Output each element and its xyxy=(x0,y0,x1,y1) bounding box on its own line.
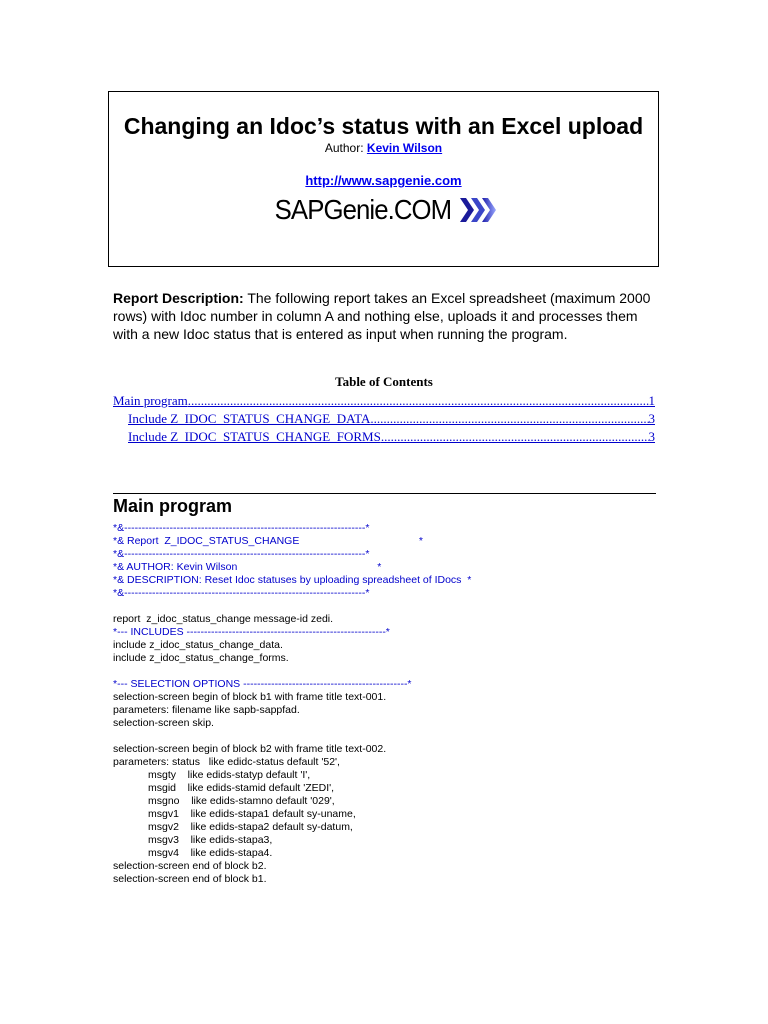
code-line xyxy=(113,730,673,743)
table-of-contents xyxy=(113,393,655,447)
code-line: msgv2 like edids-stapa2 default sy-datum, xyxy=(113,821,353,833)
code-line: *&---------------------------------------------------------------------* xyxy=(113,522,370,534)
toc-entry-forms-include[interactable] xyxy=(113,429,655,447)
code-line xyxy=(113,600,673,613)
toc-entry-data-include[interactable] xyxy=(113,411,655,429)
logo-text: SAPGenie.COM xyxy=(274,194,451,225)
toc-entry-label: Include Z_IDOC_STATUS_CHANGE_FORMS xyxy=(128,429,381,444)
code-line: include z_idoc_status_change_forms. xyxy=(113,652,289,664)
code-line: *--- SELECTION OPTIONS -----------------------------------------------* xyxy=(113,678,412,690)
code-line: selection-screen end of block b2. xyxy=(113,860,267,872)
code-line: report z_idoc_status_change message-id zedi. xyxy=(113,613,334,625)
toc-entry-label: Main program xyxy=(113,393,188,408)
code-line: *& AUTHOR: Kevin Wilson * xyxy=(113,561,382,573)
code-line: msgno like edids-stamno default '029', xyxy=(113,795,335,807)
code-listing xyxy=(113,522,673,899)
document-title: Changing an Idoc’s status with an Excel upload xyxy=(123,113,644,139)
code-line: *& DESCRIPTION: Reset Idoc statuses by uploading spreadsheet of IDocs * xyxy=(113,574,472,586)
code-line: msgv1 like edids-stapa1 default sy-uname, xyxy=(113,808,356,820)
code-line: *&---------------------------------------------------------------------* xyxy=(113,548,370,560)
code-line: selection-screen begin of block b2 with frame title text-002. xyxy=(113,743,387,755)
toc-leader xyxy=(370,411,648,427)
report-description xyxy=(113,289,658,343)
toc-title: Table of Contents xyxy=(335,374,433,389)
code-line: msgty like edids-statyp default 'I', xyxy=(113,769,311,781)
author-link[interactable]: Kevin Wilson xyxy=(366,141,443,155)
code-line: selection-screen skip. xyxy=(113,717,214,729)
report-description-text: The following report takes an Excel spreadsheet (maximum 2000 rows) with Idoc number in column A and nothing else, uploads it and processes them with a new Idoc status that is entered as input when running the program. xyxy=(113,290,651,342)
report-description-label: Report Description: xyxy=(113,290,244,306)
sapgenie-logo xyxy=(109,193,658,227)
author-line xyxy=(109,141,658,155)
code-line: msgid like edids-stamid default 'ZEDI', xyxy=(113,782,335,794)
section-divider xyxy=(113,493,656,494)
code-line: msgv4 like edids-stapa4. xyxy=(113,847,273,859)
logo-chevrons-icon xyxy=(458,195,500,225)
section-heading: Main program xyxy=(113,496,233,516)
toc-entry-main-program[interactable] xyxy=(113,393,655,411)
author-label: Author: xyxy=(324,141,364,155)
code-line: *--- INCLUDES ---------------------------------------------------------* xyxy=(113,626,390,638)
code-line: parameters: status like edidc-status default '52', xyxy=(113,756,340,768)
code-line: selection-screen begin of block b1 with frame title text-001. xyxy=(113,691,387,703)
code-line: msgv3 like edids-stapa3, xyxy=(113,834,273,846)
code-line: *& Report Z_IDOC_STATUS_CHANGE * xyxy=(113,535,424,547)
toc-leader xyxy=(381,429,649,445)
code-line xyxy=(113,665,673,678)
site-link[interactable]: http://www.sapgenie.com xyxy=(305,173,462,188)
toc-leader xyxy=(188,393,649,409)
code-line: include z_idoc_status_change_data. xyxy=(113,639,283,651)
toc-entry-page: 3 xyxy=(648,411,655,426)
toc-entry-label: Include Z_IDOC_STATUS_CHANGE_DATA xyxy=(128,411,371,426)
title-box xyxy=(108,91,659,267)
code-line: parameters: filename like sapb-sappfad. xyxy=(113,704,300,716)
code-line: selection-screen end of block b1. xyxy=(113,873,267,885)
toc-entry-page: 3 xyxy=(648,429,655,444)
code-line: *&---------------------------------------------------------------------* xyxy=(113,587,370,599)
toc-entry-page: 1 xyxy=(648,393,655,408)
